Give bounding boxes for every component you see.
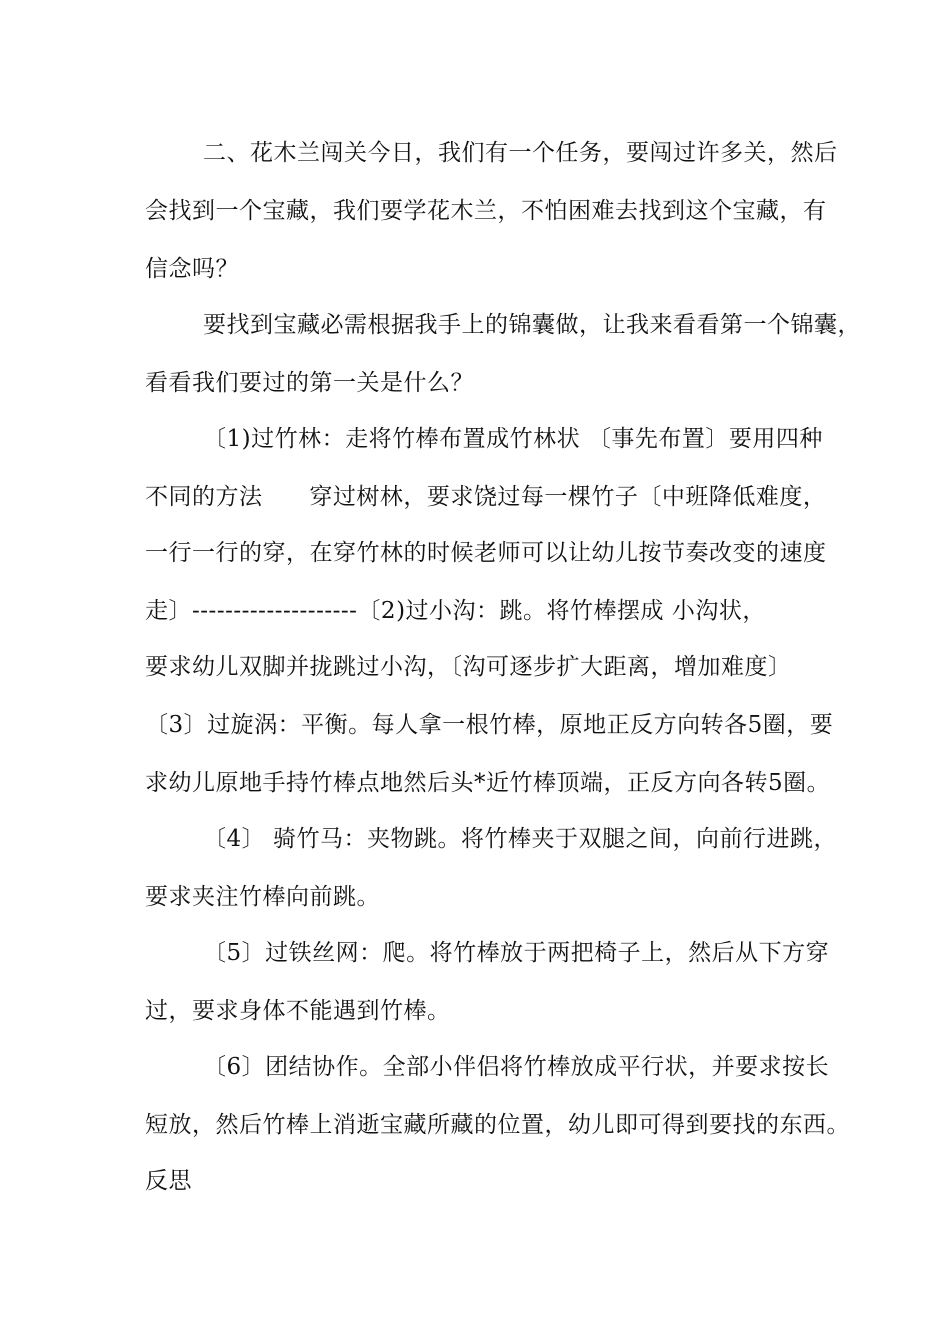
paragraph-line: 要找到宝藏必需根据我手上的锦囊做，让我来看看第一个锦囊， [203,312,861,338]
paragraph-line: 〔4〕 骑竹马：夹物跳。将竹棒夹于双腿之间，向前行进跳， [203,826,837,852]
paragraph-line: 要求幼儿双脚并拢跳过小沟，〔沟可逐步扩大距离，增加难度〕 [145,654,792,680]
paragraph-line: 求幼儿原地手持竹棒点地然后头*近竹棒顶端，正反方向各转5圈。 [145,770,831,796]
paragraph-line: 信念吗？ [145,256,239,282]
section-heading: 反思 [145,1168,192,1194]
paragraph-line: 〔6〕团结协作。全部小伴侣将竹棒放成平行状，并要求按长 [203,1054,830,1080]
paragraph-line: 〔1)过竹林：走将竹棒布置成竹林状 〔事先布置〕要用四种 [203,426,823,452]
paragraph-line: 短放，然后竹棒上消逝宝藏所藏的位置，幼儿即可得到要找的东西。 [145,1112,850,1138]
paragraph-line: 不同的方法 穿过树林，要求饶过每一棵竹子〔中班降低难度， [145,484,827,510]
paragraph-line: 会找到一个宝藏，我们要学花木兰，不怕困难去找到这个宝藏，有 [145,198,827,224]
paragraph-line: 〔5〕过铁丝网：爬。将竹棒放于两把椅子上，然后从下方穿 [203,940,830,966]
paragraph-line: 要求夹注竹棒向前跳。 [145,884,380,910]
paragraph-line: 二、花木兰闯关今日，我们有一个任务，要闯过许多关，然后 [203,140,838,166]
paragraph-line: 过，要求身体不能遇到竹棒。 [145,998,451,1024]
paragraph-line: 一行一行的穿，在穿竹林的时候老师可以让幼儿按节奏改变的速度 [145,540,827,566]
paragraph-line: 看看我们要过的第一关是什么？ [145,370,474,396]
paragraph-line: 走〕--------------------〔2)过小沟：跳。将竹棒摆成 小沟状， [145,598,766,624]
paragraph-line: 〔3〕过旋涡：平衡。每人拿一根竹棒，原地正反方向转各5圈，要 [145,712,834,738]
